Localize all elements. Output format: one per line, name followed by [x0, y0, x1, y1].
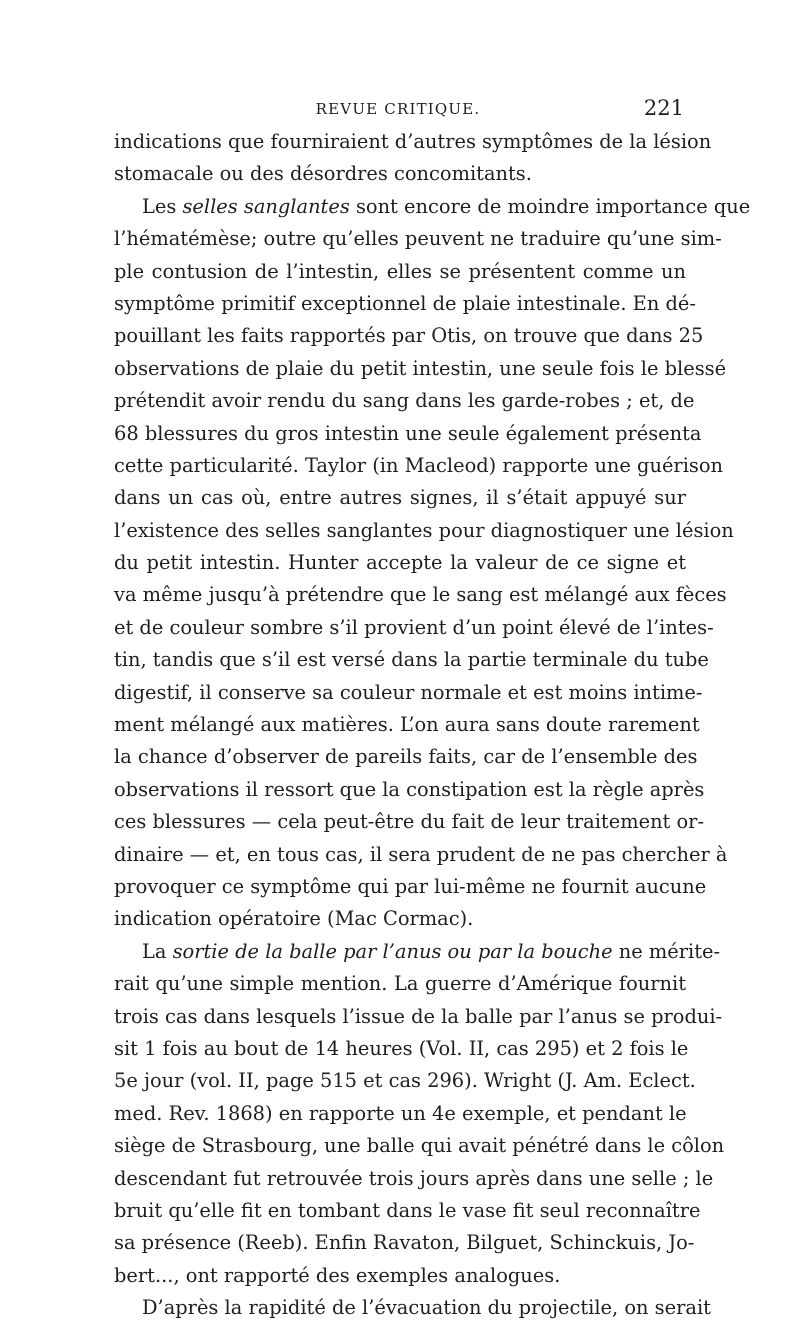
text-line	[114, 1260, 686, 1292]
text-segment: rait qu’une simple mention. La guerre d’Amérique fournit	[114, 972, 686, 996]
text-segment: bert..., ont rapporté des exemples analogues.	[114, 1263, 561, 1287]
text-line	[114, 774, 705, 806]
page-number: 221	[643, 96, 684, 120]
text-segment: sa présence (Reeb). Enfin Ravaton, Bilguet, Schinckuis, Jo-	[114, 1231, 695, 1255]
text-segment: pouillant les faits rapportés par Otis, on trouve que dans 25	[114, 324, 704, 348]
text-segment: ne mérite-	[612, 939, 721, 963]
text-segment: sont encore de moindre importance que	[349, 194, 751, 218]
text-line	[114, 191, 751, 223]
text-line	[114, 806, 705, 838]
text-line	[114, 353, 727, 385]
text-line	[114, 936, 721, 968]
text-segment: descendant fut retrouvée trois jours après dans une selle ; le	[114, 1166, 714, 1190]
text-line	[114, 418, 702, 450]
text-segment: dinaire — et, en tous cas, il sera prudent de ne pas chercher à	[114, 842, 728, 866]
text-segment: observations de plaie du petit intestin, une seule fois le blessé	[114, 356, 727, 380]
text-line	[114, 968, 686, 1000]
text-segment: 5e jour (vol. II, page 515 et cas 296). Wright (J. Am. Eclect.	[114, 1069, 696, 1093]
text-segment: la chance d’observer de pareils faits, car de l’ensemble des	[114, 745, 698, 769]
text-line	[114, 612, 714, 644]
text-segment: l’existence des selles sanglantes pour diagnostiquer une lésion	[114, 518, 734, 542]
text-line	[114, 1163, 714, 1195]
text-line	[114, 256, 686, 288]
text-line	[114, 709, 700, 741]
text-line	[114, 741, 698, 773]
text-line	[114, 158, 686, 190]
text-line	[114, 288, 696, 320]
text-line	[114, 1195, 701, 1227]
text-line	[114, 482, 686, 514]
text-segment: provoquer ce symptôme qui par lui-même ne fournit aucune	[114, 874, 707, 898]
text-segment: stomacale ou des désordres concomitants.	[114, 162, 532, 186]
text-line	[114, 126, 712, 158]
text-line	[114, 450, 724, 482]
text-line	[114, 1292, 711, 1324]
text-segment: et de couleur sombre s’il provient d’un point élevé de l’intes-	[114, 615, 714, 639]
text-segment: observations il ressort que la constipation est la règle après	[114, 777, 705, 801]
text-line	[114, 871, 707, 903]
text-segment: dans un cas où, entre autres signes, il s’était appuyé sur	[114, 486, 686, 510]
text-line	[114, 1065, 696, 1097]
text-segment: digestif, il conserve sa couleur normale et est moins intime-	[114, 680, 703, 704]
text-line	[114, 579, 727, 611]
text-segment: bruit qu’elle fit en tombant dans le vase fit seul reconnaître	[114, 1198, 701, 1222]
text-line	[114, 839, 728, 871]
text-segment: sit 1 fois au bout de 14 heures (Vol. II, cas 295) et 2 fois le	[114, 1036, 689, 1060]
text-segment: tin, tandis que s’il est versé dans la partie terminale du tube	[114, 648, 709, 672]
italic-phrase: sortie de la balle par l’anus ou par la bouche	[172, 939, 613, 963]
running-title: REVUE CRITIQUE.	[315, 100, 481, 118]
text-segment: ces blessures — cela peut-être du fait de leur traitement or-	[114, 810, 705, 834]
text-segment: ple contusion de l’intestin, elles se présentent comme un	[114, 259, 686, 283]
italic-phrase: selles sanglantes	[182, 194, 350, 218]
text-segment: Les	[142, 194, 183, 218]
text-segment: va même jusqu’à prétendre que le sang est mélangé aux fèces	[114, 583, 727, 607]
text-line	[114, 515, 734, 547]
text-segment: cette particularité. Taylor (in Macleod) rapporte une guérison	[114, 453, 724, 477]
text-segment: symptôme primitif exceptionnel de plaie intestinale. En dé-	[114, 291, 696, 315]
text-segment: La	[142, 939, 173, 963]
text-segment: D’après la rapidité de l’évacuation du projectile, on serait	[142, 1296, 711, 1320]
text-segment: med. Rev. 1868) en rapporte un 4e exemple, et pendant le	[114, 1101, 687, 1125]
text-segment: ment mélangé aux matières. L’on aura sans doute rarement	[114, 713, 700, 737]
text-segment: 68 blessures du gros intestin une seule également présenta	[114, 421, 702, 445]
text-segment: siège de Strasbourg, une balle qui avait pénétré dans le côlon	[114, 1134, 725, 1158]
text-body	[114, 126, 751, 1324]
text-line	[114, 1001, 723, 1033]
text-segment: trois cas dans lesquels l’issue de la balle par l’anus se produi-	[114, 1004, 723, 1028]
text-segment: du petit intestin. Hunter accepte la valeur de ce signe et	[114, 551, 686, 575]
text-line	[114, 547, 686, 579]
text-line	[114, 320, 704, 352]
text-line	[114, 677, 703, 709]
text-segment: prétendit avoir rendu du sang dans les garde-robes ; et, de	[114, 389, 695, 413]
text-line	[114, 1033, 689, 1065]
text-line	[114, 644, 709, 676]
page-header	[112, 96, 684, 124]
text-line	[114, 1130, 725, 1162]
text-line	[114, 903, 686, 935]
text-segment: l’hématémèse; outre qu’elles peuvent ne traduire qu’une sim-	[114, 227, 722, 251]
text-line	[114, 1098, 686, 1130]
text-segment: indications que fourniraient d’autres symptômes de la lésion	[114, 130, 712, 153]
text-line	[114, 385, 695, 417]
text-line	[114, 223, 722, 255]
text-segment: indication opératoire (Mac Cormac).	[114, 907, 474, 931]
text-line	[114, 1227, 695, 1259]
